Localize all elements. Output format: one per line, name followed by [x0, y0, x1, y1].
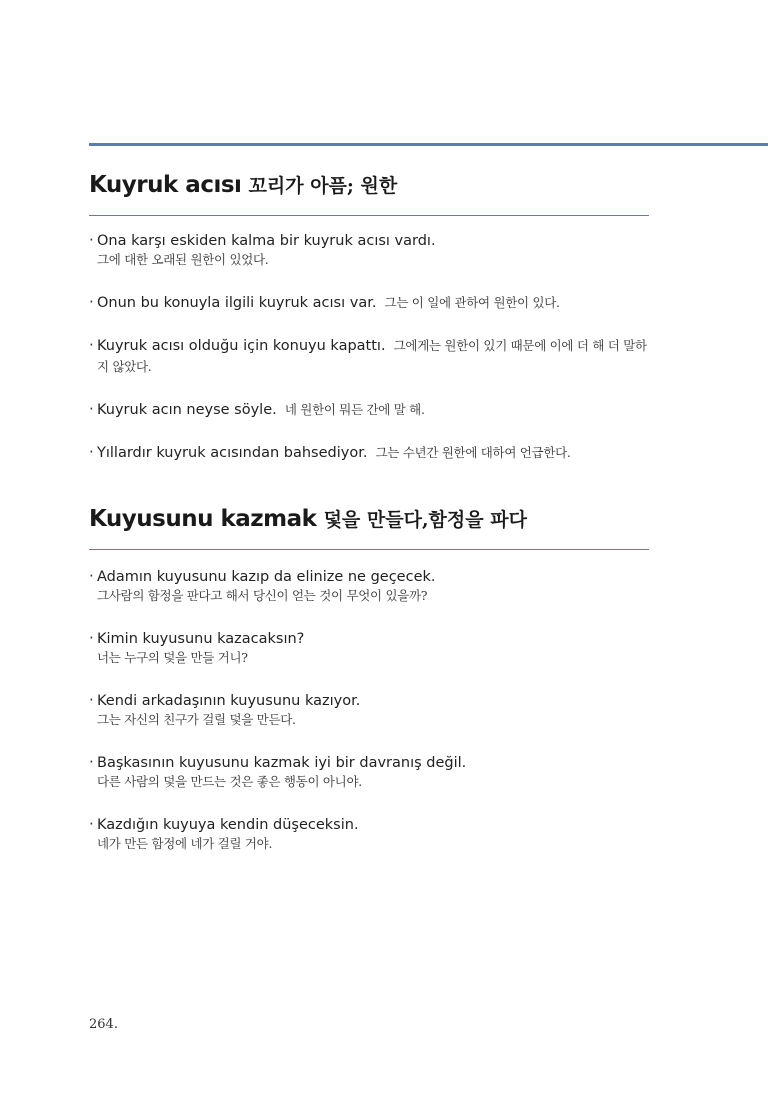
example-list — [89, 566, 649, 854]
example-list — [89, 230, 649, 463]
example-turkish: Onun bu konuyla ilgili kuyruk acısı var. — [97, 295, 377, 311]
example-korean: 그는 수년간 원한에 대하여 언급한다. — [375, 445, 571, 460]
example-turkish: Kuyruk acın neyse söyle. — [97, 402, 277, 418]
example-item — [89, 752, 649, 792]
example-turkish: Kimin kuyusunu kazacaksın? — [97, 631, 305, 647]
example-turkish: Ona karşı eskiden kalma bir kuyruk acısı vardı. — [97, 233, 436, 249]
example-turkish: Kuyruk acısı olduğu için konuyu kapattı. — [97, 338, 386, 354]
section-heading — [89, 502, 649, 536]
example-korean: 그는 이 일에 관하여 원한이 있다. — [384, 295, 560, 310]
heading-rule — [89, 549, 649, 550]
example-turkish: Yıllardır kuyruk acısından bahsediyor. — [97, 445, 368, 461]
example-turkish: Kazdığın kuyuya kendin düşeceksin. — [97, 817, 359, 833]
example-korean: 그는 자신의 친구가 걸릴 덫을 만든다. — [97, 712, 296, 727]
section-kuyruk-acisi — [89, 168, 649, 485]
example-turkish: Adamın kuyusunu kazıp da elinize ne geçecek. — [97, 569, 436, 585]
example-item — [89, 814, 649, 854]
example-korean: 그에게는 원한이 있기 때문에 이에 더 해 더 말하지 않았다. — [97, 338, 647, 374]
example-item — [89, 628, 649, 668]
heading-rule — [89, 215, 649, 216]
example-item — [89, 442, 649, 463]
heading-korean: 덫을 만들다,함정을 파다 — [323, 509, 527, 531]
example-item — [89, 566, 649, 606]
heading-turkish: Kuyusunu kazmak — [89, 506, 317, 532]
example-turkish: Kendi arkadaşının kuyusunu kazıyor. — [97, 693, 361, 709]
top-rule — [89, 143, 768, 146]
page-number: 264. — [89, 1017, 118, 1032]
example-item — [89, 399, 649, 420]
example-item — [89, 335, 649, 377]
heading-turkish: Kuyruk acısı — [89, 172, 242, 198]
section-kuyusunu-kazmak — [89, 502, 649, 876]
example-korean: 그에 대한 오래된 원한이 있었다. — [97, 252, 269, 267]
example-turkish: Başkasının kuyusunu kazmak iyi bir davranış değil. — [97, 755, 467, 771]
example-korean: 너는 누구의 덫을 만들 거니? — [97, 650, 248, 665]
example-item — [89, 230, 649, 270]
heading-korean: 꼬리가 아픔; 원한 — [248, 175, 398, 197]
example-korean: 네 원한이 뭐든 간에 말 해. — [284, 402, 425, 417]
section-heading — [89, 168, 649, 202]
example-item — [89, 690, 649, 730]
example-korean: 다른 사람의 덫을 만드는 것은 좋은 행동이 아니야. — [97, 774, 362, 789]
example-korean: 그사람의 함정을 판다고 해서 당신이 얻는 것이 무엇이 있을까? — [97, 588, 428, 603]
example-korean: 네가 만든 함정에 네가 걸릴 거야. — [97, 836, 273, 851]
example-item — [89, 292, 649, 313]
